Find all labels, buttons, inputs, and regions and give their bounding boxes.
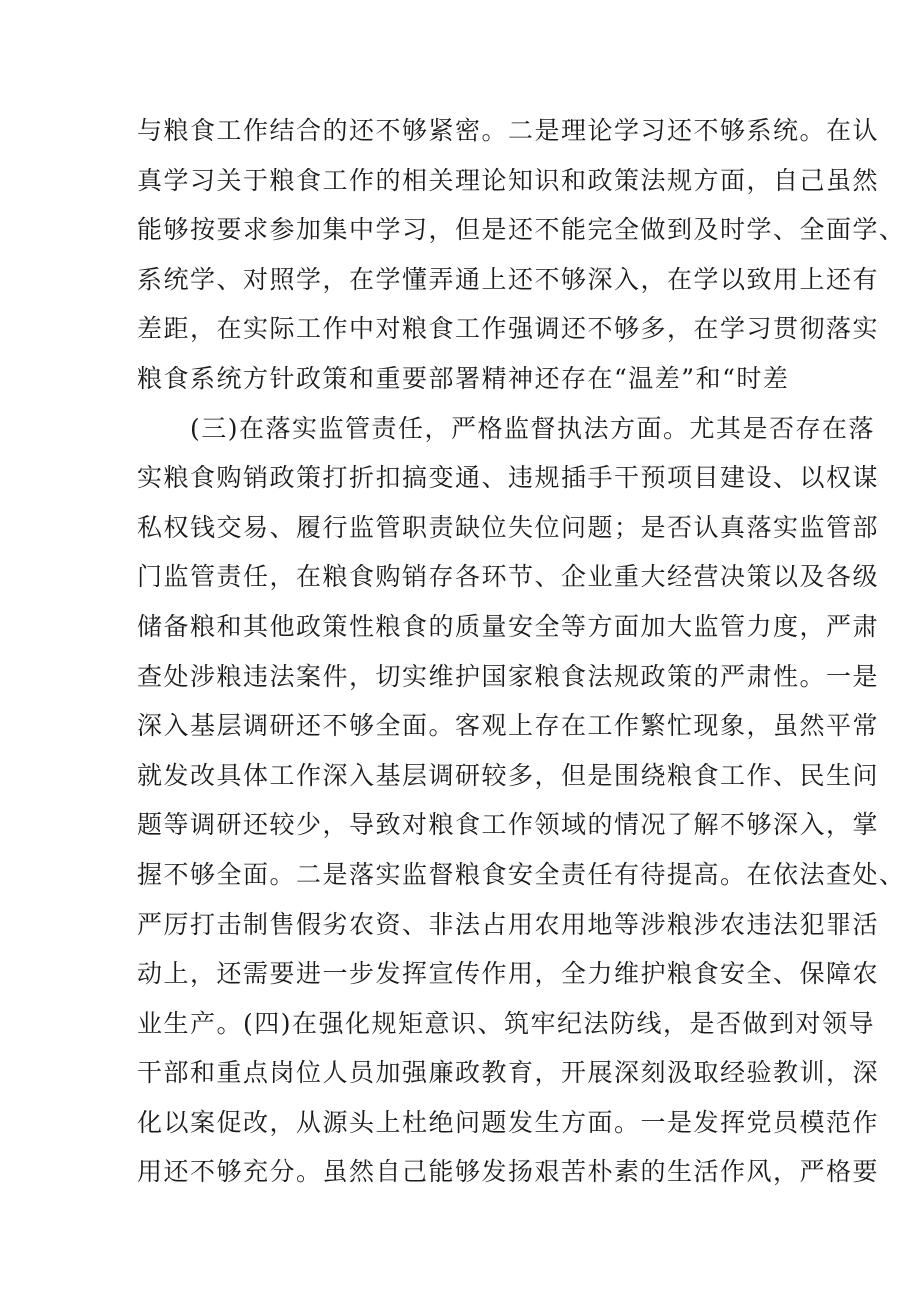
document-body bbox=[137, 106, 906, 1197]
text-line: 业生产。(四)在强化规矩意识、筑牢纪法防线，是否做到对领导 bbox=[137, 1008, 876, 1038]
text-line: 系统学、对照学，在学懂弄通上还不够深入，在学以致用上还有 bbox=[137, 264, 880, 294]
text-line: 就发改具体工作深入基层调研较多，但是围绕粮食工作、民生问 bbox=[137, 760, 880, 790]
text-line: 严厉打击制售假劣农资、非法占用农用地等涉粮涉农违法犯罪活 bbox=[137, 909, 880, 939]
text-line: 查处涉粮违法案件，切实维护国家粮食法规政策的严肃性。一是 bbox=[137, 661, 880, 691]
text-line: 粮食系统方针政策和重要部署精神还存在“温差”和“时差 bbox=[137, 363, 790, 393]
text-line: 能够按要求参加集中学习，但是还不能完全做到及时学、全面学、 bbox=[137, 215, 906, 245]
text-line: 用还不够充分。虽然自己能够发扬艰苦朴素的生活作风，严格要 bbox=[137, 1157, 880, 1187]
paragraph-start-line: (三)在落实监管责任，严格监督执法方面。尤其是否存在落 bbox=[190, 413, 876, 443]
text-line: 差距，在实际工作中对粮食工作强调还不够多，在学习贯彻落实 bbox=[137, 314, 880, 344]
text-line: 与粮食工作结合的还不够紧密。二是理论学习还不够系统。在认 bbox=[137, 116, 880, 145]
text-line: 实粮食购销政策打折扣搞变通、违规插手干预项目建设、以权谋 bbox=[137, 463, 880, 493]
text-line: 动上，还需要进一步发挥宣传作用，全力维护粮食安全、保障农 bbox=[137, 959, 880, 989]
text-line: 储备粮和其他政策性粮食的质量安全等方面加大监管力度，严肃 bbox=[137, 611, 880, 641]
text-line: 真学习关于粮食工作的相关理论知识和政策法规方面，自己虽然 bbox=[137, 165, 880, 195]
text-line: 题等调研还较少，导致对粮食工作领域的情况了解不够深入，掌 bbox=[137, 810, 880, 840]
text-line: 深入基层调研还不够全面。客观上存在工作繁忙现象，虽然平常 bbox=[137, 711, 880, 741]
text-line: 握不够全面。二是落实监督粮食安全责任有待提高。在依法查处、 bbox=[137, 859, 906, 889]
text-line: 门监管责任，在粮食购销存各环节、企业重大经营决策以及各级 bbox=[137, 562, 880, 592]
text-line: 私权钱交易、履行监管职责缺位失位问题；是否认真落实监管部 bbox=[137, 512, 880, 542]
text-line: 化以案促改，从源头上杜绝问题发生方面。一是发挥党员模范作 bbox=[137, 1107, 880, 1137]
text-line: 干部和重点岗位人员加强廉政教育，开展深刻汲取经验教训，深 bbox=[137, 1058, 880, 1088]
